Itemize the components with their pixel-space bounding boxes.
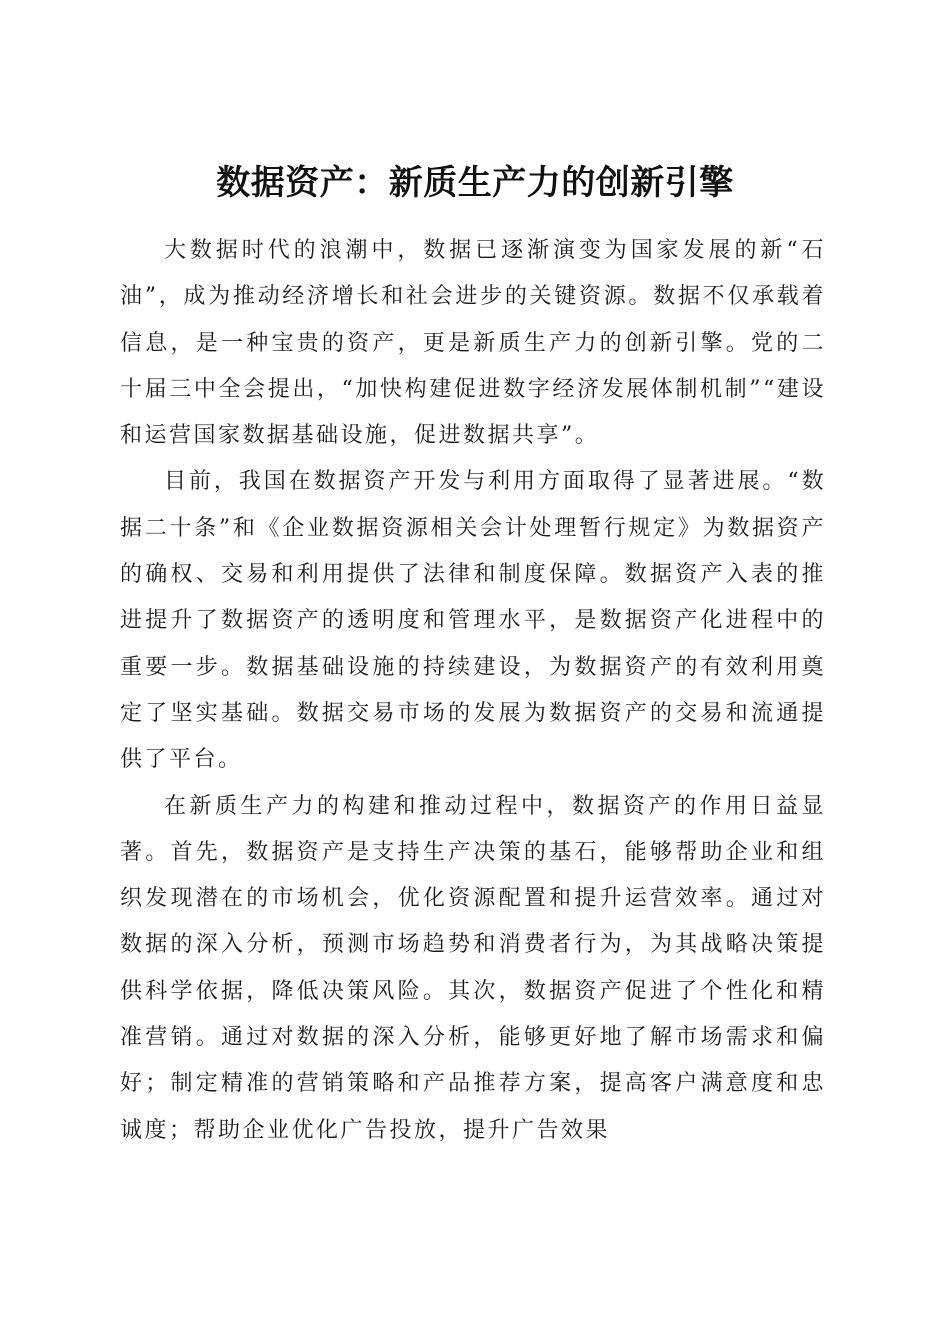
- paragraph-3: 在新质生产力的构建和推动过程中，数据资产的作用日益显著。首先，数据资产是支持生产决策的基石，能够帮助企业和组织发现潜在的市场机会，优化资源配置和提升运营效率。通过对数据的深入分析，预测市场趋势和消费者行为，为其战略决策提供科学依据，降低决策风险。其次，数据资产促进了个性化和精准营销。通过对数据的深入分析，能够更好地了解市场需求和偏好；制定精准的营销策略和产品推荐方案，提高客户满意度和忠诚度；帮助企业优化广告投放，提升广告效果: [120, 793, 826, 1143]
- document-body: [120, 228, 826, 1154]
- document-title: 数据资产：新质生产力的创新引擎: [216, 162, 734, 203]
- paragraph-2: 目前，我国在数据资产开发与利用方面取得了显著进展。“数据二十条”和《企业数据资源相关会计处理暂行规定》为数据资产的确权、交易和利用提供了法律和制度保障。数据资产入表的推进提升了数据资产的透明度和管理水平，是数据资产化进程中的重要一步。数据基础设施的持续建设，为数据资产的有效利用奠定了坚实基础。数据交易市场的发展为数据资产的交易和流通提供了平台。: [120, 469, 826, 773]
- paragraph-1: 大数据时代的浪潮中，数据已逐渐演变为国家发展的新“石油”，成为推动经济增长和社会进步的关键资源。数据不仅承载着信息，是一种宝贵的资产，更是新质生产力的创新引擎。党的二十届三中全会提出，“加快构建促进数字经济发展体制机制”“建设和运营国家数据基础设施，促进数据共享”。: [120, 238, 826, 449]
